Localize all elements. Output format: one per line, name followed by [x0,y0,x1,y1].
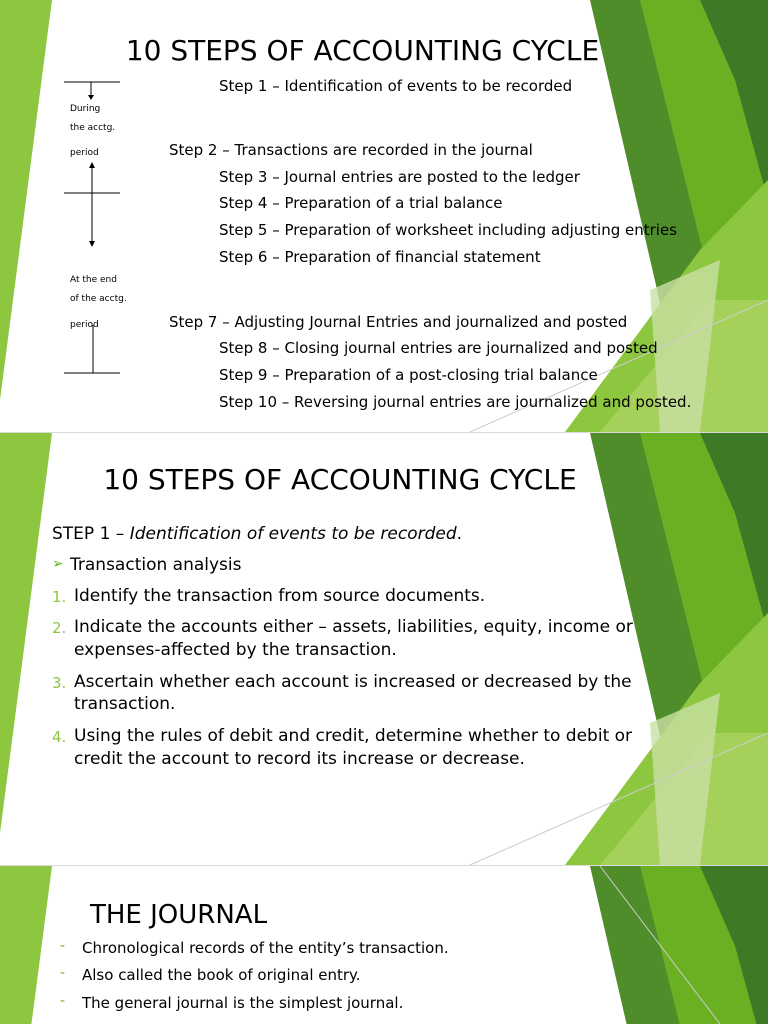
end-label-2: of the acctg. [70,294,127,304]
step-1-suffix: . [456,524,463,544]
step-8: Step 8 – Closing journal entries are journalized and posted [219,339,658,357]
during-label-3: period [70,148,99,158]
step-10: Step 10 – Reversing journal entries are journalized and posted. [219,393,692,411]
item-2-line-2: expenses-affected by the transaction. [74,640,397,660]
item-2-number: 2. [52,619,67,637]
step-7: Step 7 – Adjusting Journal Entries and journalized and posted [169,313,628,331]
journal-item-3: The general journal is the simplest journal. [82,994,404,1012]
slide-3-title: THE JOURNAL [90,900,268,930]
timeline-diagram [0,0,140,432]
arrow-bullet-icon: ➢ [52,556,64,572]
step-1: Step 1 – Identification of events to be recorded [219,77,573,95]
slide-1-title: 10 STEPS OF ACCOUNTING CYCLE [125,34,600,67]
during-label-1: During [70,104,101,114]
end-label-1: At the end [70,275,117,285]
step-5: Step 5 – Preparation of worksheet including adjusting entries [219,221,677,239]
item-3-line-1: Ascertain whether each account is increased or decreased by the [74,672,632,692]
slide-2-title: 10 STEPS OF ACCOUNTING CYCLE [103,463,577,496]
item-3-line-2: transaction. [74,694,176,714]
bullet-1-dash: - [60,938,66,954]
bullet-2-dash: - [60,965,66,981]
slide-3 [0,866,768,1024]
step-6: Step 6 – Preparation of financial statement [219,248,541,266]
step-1-italic: Identification of events to be recorded [129,524,457,544]
slide-2 [0,433,768,865]
item-3-number: 3. [52,674,67,692]
step-3: Step 3 – Journal entries are posted to the ledger [219,168,580,186]
item-4-line-2: credit the account to record its increase or decrease. [74,749,525,769]
item-1-line-1: Identify the transaction from source documents. [74,586,486,606]
step-4: Step 4 – Preparation of a trial balance [219,194,503,212]
transaction-analysis-heading: Transaction analysis [70,555,242,575]
item-4-line-1: Using the rules of debit and credit, determine whether to debit or [74,726,633,746]
during-label-2: the acctg. [70,123,116,133]
bullet-3-dash: - [60,993,66,1009]
end-label-3: period [70,320,99,330]
slide-1 [0,0,768,432]
item-4-number: 4. [52,728,67,746]
item-1-number: 1. [52,588,67,606]
step-9: Step 9 – Preparation of a post-closing trial balance [219,366,598,384]
journal-item-2: Also called the book of original entry. [82,966,361,984]
step-2: Step 2 – Transactions are recorded in the journal [169,141,533,159]
step-1-heading [52,523,462,546]
journal-item-1: Chronological records of the entity’s transaction. [82,939,449,957]
item-2-line-1: Indicate the accounts either – assets, liabilities, equity, income or [74,617,633,637]
step-1-prefix: STEP 1 – [52,524,130,544]
